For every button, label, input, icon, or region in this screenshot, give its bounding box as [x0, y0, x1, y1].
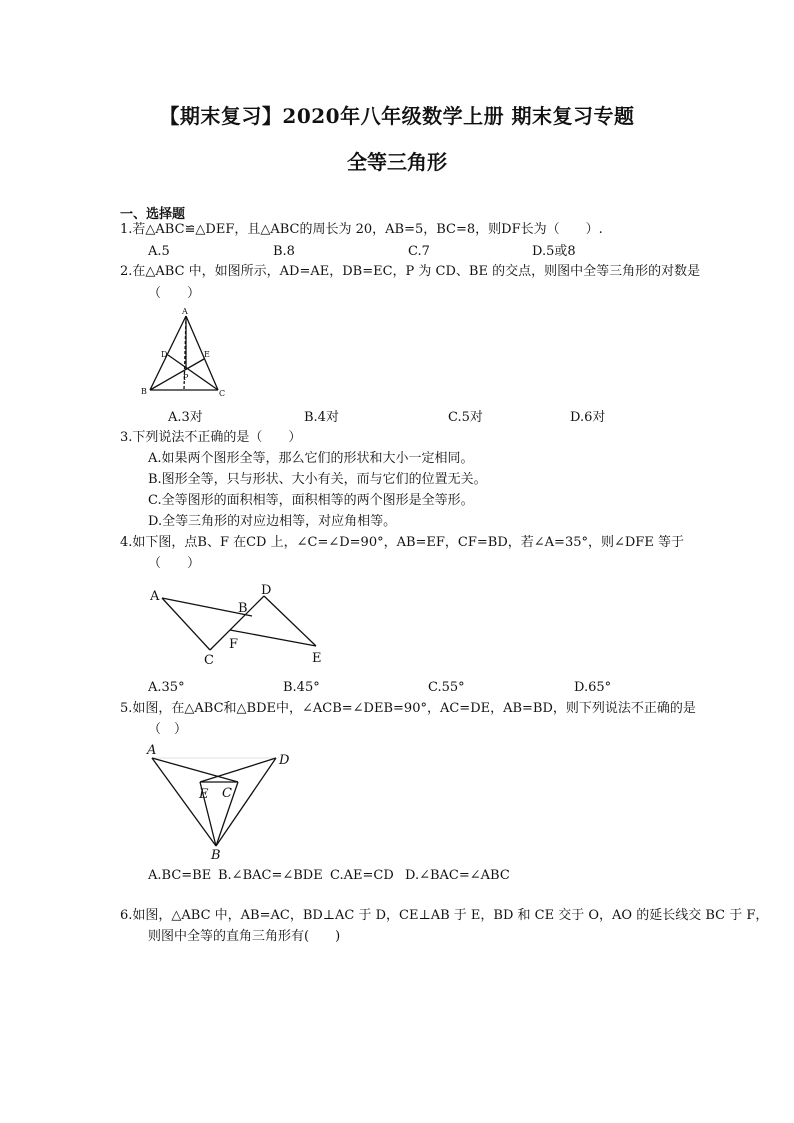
q5-segment-ab — [152, 758, 216, 846]
q4-label-b: B — [238, 601, 248, 616]
q1-stem: 1.若△ABC≌△DEF，且△ABC的周长为 20，AB=5，BC=8，则DF长为（ ）. — [120, 222, 603, 237]
q2-label-e: E — [204, 350, 210, 359]
q1-option-a: A.5 — [148, 244, 170, 259]
q5-answer-paren: （ ） — [148, 722, 188, 737]
q3-option-d: D.全等三角形的对应边相等，对应角相等。 — [148, 514, 397, 529]
q4-label-d: D — [261, 583, 272, 598]
q2-option-b: B.4对 — [304, 410, 339, 425]
q3-option-a: A.如果两个图形全等，那么它们的形状和大小一定相同。 — [148, 451, 474, 466]
page-title: 【期末复习】2020年八年级数学上册 期末复习专题 — [159, 104, 635, 128]
q2-label-d: D — [161, 350, 168, 359]
q2-option-d: D.6对 — [570, 410, 606, 425]
q2-label-c: C — [219, 389, 226, 398]
q2-option-a: A.3对 — [168, 410, 203, 425]
q5-option-d: D.∠BAC=∠ABC — [405, 868, 510, 883]
q4-segment-fe — [230, 630, 316, 646]
q4-option-c: C.55° — [428, 680, 465, 695]
q6-stem: 6.如图，△ABC 中，AB=AC，BD⊥AC 于 D，CE⊥AB 于 E，BD 和 CE 交于 O，AO 的延长线交 BC 于 F， — [120, 908, 769, 923]
q5-figure — [140, 742, 300, 863]
q5-label-e: E — [199, 787, 209, 802]
q3-stem: 3.下列说法不正确的是（ ） — [120, 430, 302, 445]
q2-side-ab — [150, 316, 186, 390]
q5-segment-ac — [152, 758, 238, 782]
q4-option-a: A.35° — [148, 680, 185, 695]
q2-option-c: C.5对 — [448, 410, 483, 425]
q4-label-f: F — [229, 637, 239, 652]
q5-label-b: B — [211, 848, 221, 863]
q1-option-c: C.7 — [408, 244, 430, 259]
q4-label-a: A — [150, 589, 160, 604]
q2-label-b: B — [141, 387, 147, 396]
q5-label-d: D — [279, 753, 290, 768]
q4-option-d: D.65° — [574, 680, 612, 695]
q5-segment-de — [200, 758, 276, 782]
q2-answer-paren: （ ） — [148, 286, 201, 301]
q6-stem-continued: 则图中全等的直角三角形有( ) — [148, 929, 341, 944]
q4-answer-paren: （ ） — [148, 556, 201, 571]
q3-option-b: B.图形全等，只与形状、大小有关，而与它们的位置无关。 — [148, 472, 487, 487]
q5-option-a: A.BC=BE — [148, 868, 212, 883]
page-subtitle: 全等三角形 — [347, 150, 447, 174]
q3-option-c: C.全等图形的面积相等，面积相等的两个图形是全等形。 — [148, 493, 474, 508]
q2-label-a: A — [182, 307, 188, 316]
q5-label-a: A — [147, 743, 157, 758]
q4-option-b: B.45° — [283, 680, 320, 695]
q1-option-d: D.5或8 — [532, 244, 576, 259]
q2-stem: 2.在△ABC 中，如图所示，AD=AE，DB=EC，P 为 CD、BE 的交点，则图中全等三角形的对数是 — [120, 264, 701, 279]
q1-option-b: B.8 — [273, 244, 295, 259]
q5-stem: 5.如图，在△ABC和△BDE中，∠ACB=∠DEB=90°，AC=DE，AB=BD，则下列说法不正确的是 — [120, 701, 696, 716]
q5-label-c: C — [222, 786, 232, 801]
q5-option-c: C.AE=CD — [330, 868, 394, 883]
q2-label-p: P — [183, 373, 189, 382]
q4-figure — [140, 580, 340, 670]
q5-segment-db — [216, 758, 276, 846]
q5-option-b: B.∠BAC=∠BDE — [218, 868, 323, 883]
q4-label-c: C — [204, 653, 214, 668]
q4-segment-de — [264, 596, 316, 646]
section-heading: 一、选择题 — [120, 207, 186, 222]
q2-triangle-figure — [140, 306, 240, 400]
q4-label-e: E — [312, 651, 322, 666]
q4-stem: 4.如下图，点B、F 在CD 上，∠C=∠D=90°，AB=EF，CF=BD，若∠A=35°，则∠DFE 等于 — [120, 535, 684, 550]
